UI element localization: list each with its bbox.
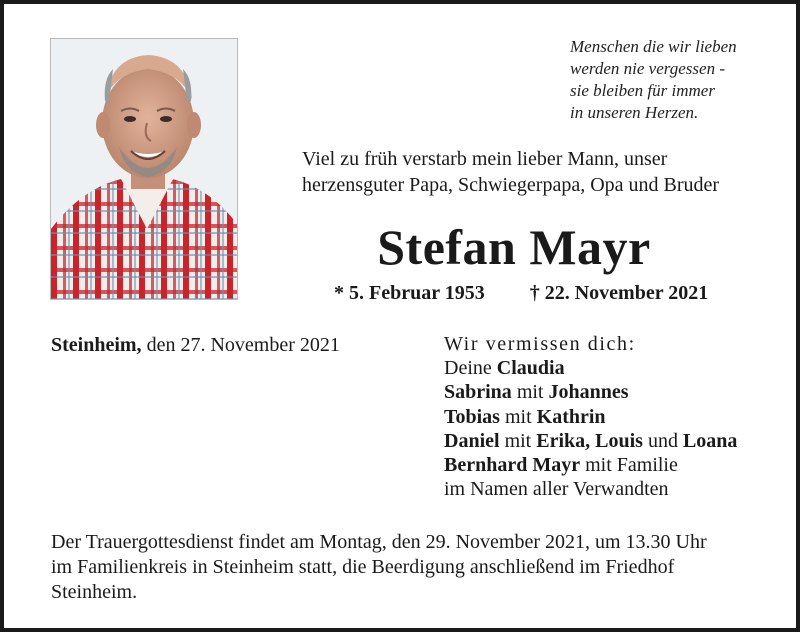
death-date: † 22. November 2021 [529, 282, 709, 304]
mourner-line: Bernhard Mayr mit Familie [444, 454, 678, 477]
death-announcement-intro [302, 146, 772, 198]
mourners-heading: Wir vermissen dich: [444, 333, 636, 355]
memorial-poem [570, 36, 790, 124]
poem-line: werden nie vergessen - [570, 59, 725, 78]
funeral-service-info [51, 530, 771, 605]
mourner-line: Tobias mit Kathrin [444, 405, 606, 428]
poem-line: Menschen die wir lieben [570, 37, 737, 56]
portrait-photo [50, 38, 238, 300]
mourner-line: Sabrina mit Johannes [444, 381, 629, 404]
mourners-list [444, 332, 784, 501]
place: Steinheim, [51, 334, 142, 356]
service-line: Steinheim. [51, 581, 138, 603]
intro-line: herzensguter Papa, Schwiegerpapa, Opa und Bruder [302, 174, 720, 196]
poem-line: in unseren Herzen. [570, 103, 699, 122]
place-and-date [51, 332, 340, 358]
service-line: im Familienkreis in Steinheim statt, die Beerdigung anschließend im Friedhof [51, 556, 675, 578]
intro-line: Viel zu früh verstarb mein lieber Mann, unser [302, 148, 668, 170]
birth-date: * 5. Februar 1953 [334, 282, 485, 304]
life-dates [334, 280, 708, 306]
mourner-line: Daniel mit Erika, Louis und Loana [444, 429, 738, 452]
service-line: Der Trauergottesdienst findet am Montag, den 29. November 2021, um 13.30 Uhr [51, 531, 707, 553]
mourner-line: Deine Claudia [444, 357, 565, 380]
poem-line: sie bleiben für immer [570, 81, 715, 100]
mourner-line: im Namen aller Verwandten [444, 478, 669, 501]
portrait-image [51, 39, 237, 299]
deceased-name: Stefan Mayr [377, 219, 651, 275]
notice-date: den 27. November 2021 [141, 334, 340, 356]
